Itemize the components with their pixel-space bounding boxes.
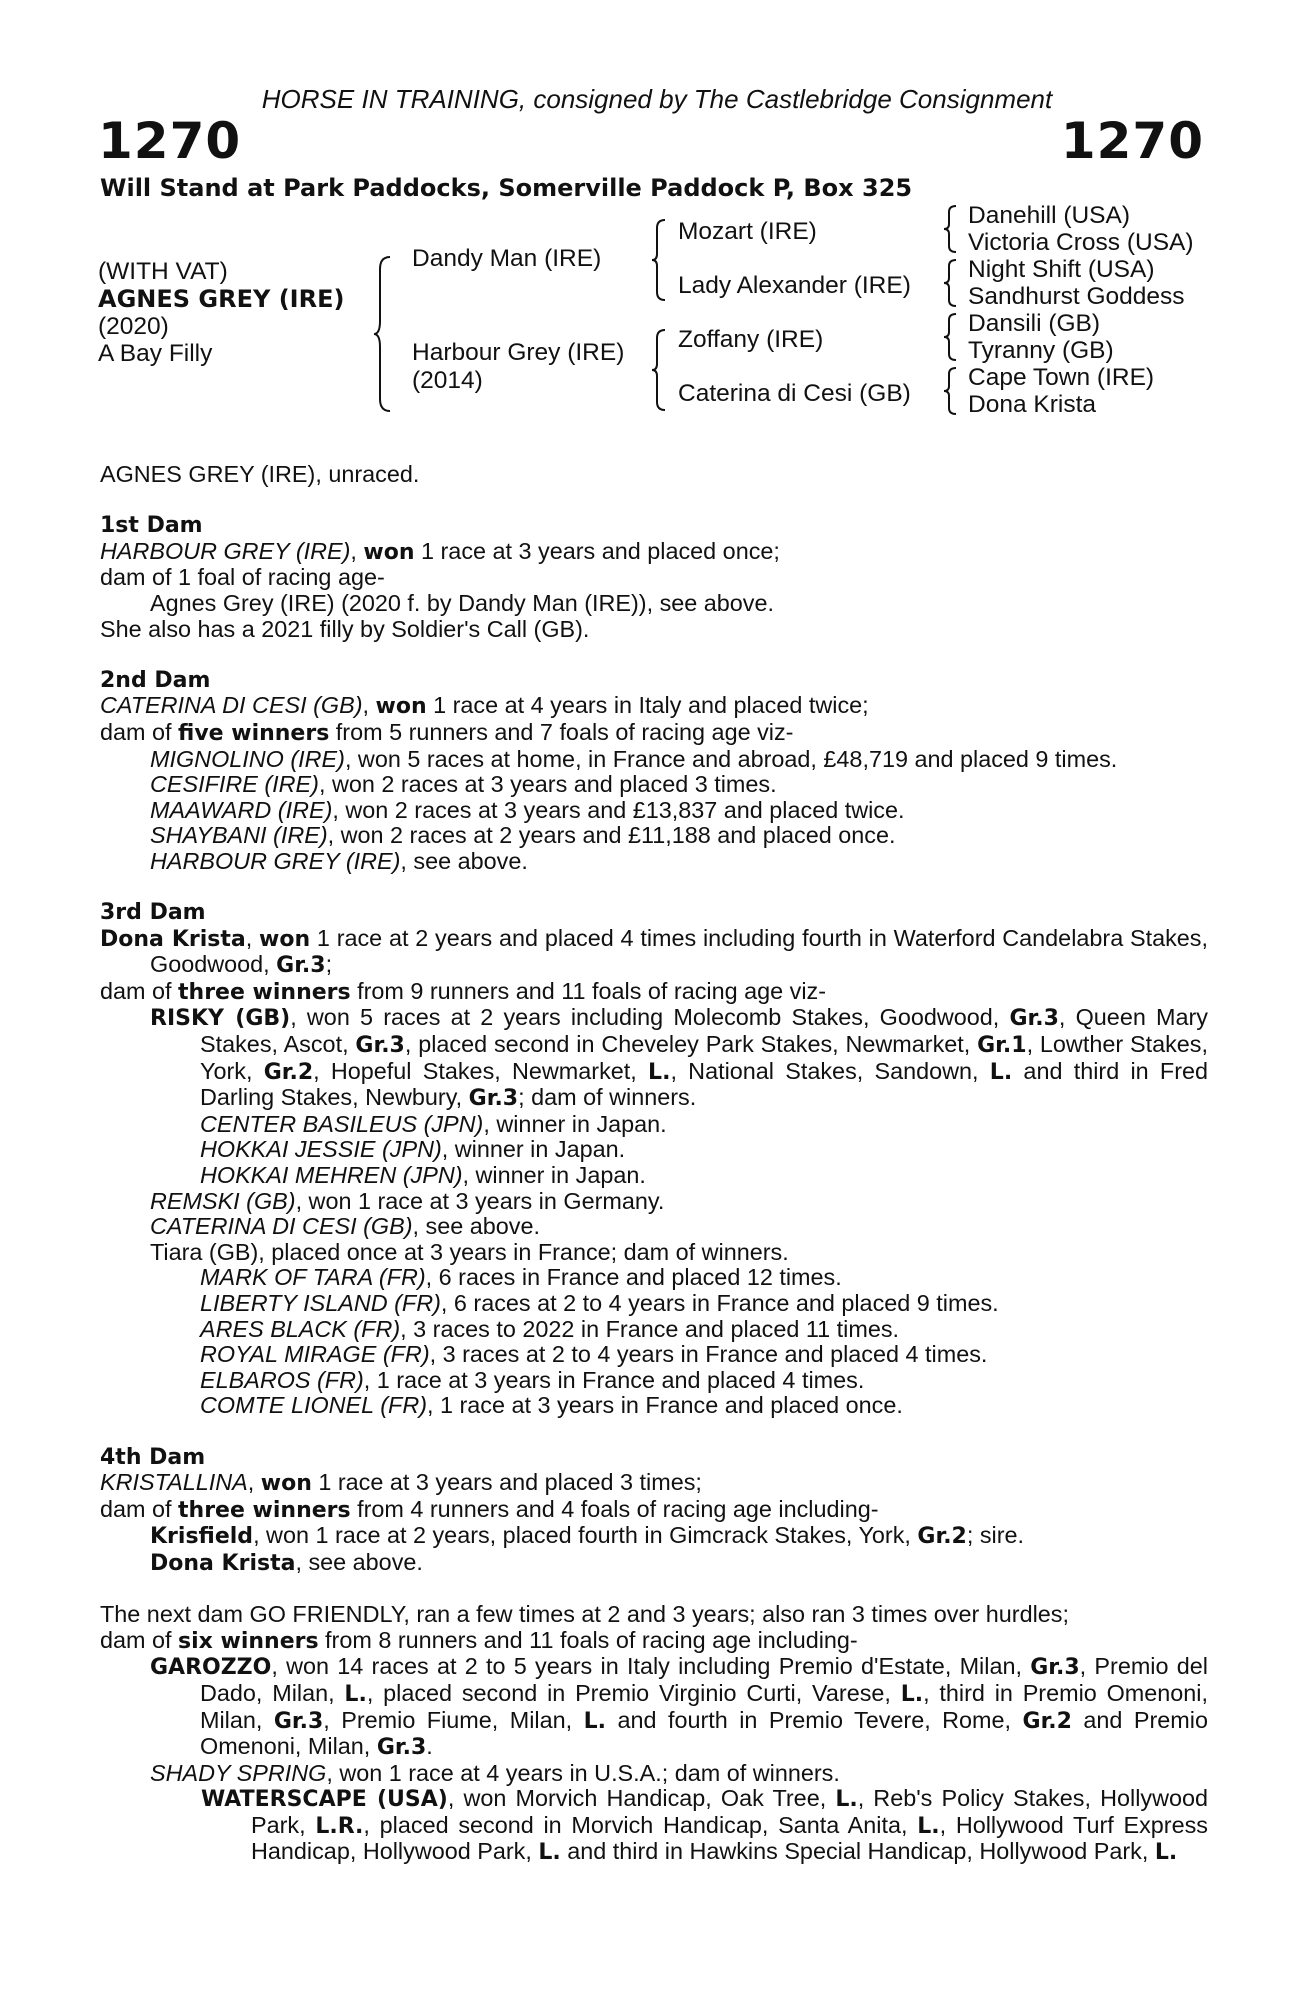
second-dam-line: CATERINA DI CESI (GB), won 1 race at 4 years in Italy and placed twice; <box>100 692 869 720</box>
produce-entry: HOKKAI JESSIE (JPN), winner in Japan. <box>200 1136 626 1163</box>
lot-number-left: 1270 <box>98 112 242 170</box>
page-header: HORSE IN TRAINING, consigned by The Castlebridge Consignment <box>261 84 1053 114</box>
lot-number-right: 1270 <box>1060 112 1204 170</box>
produce-entry: CENTER BASILEUS (JPN), winner in Japan. <box>200 1110 667 1137</box>
ggp-6: Tyranny (GB) <box>968 337 1114 364</box>
vat-note: (WITH VAT) <box>98 258 228 285</box>
first-dam-line: HARBOUR GREY (IRE), won 1 race at 3 years and placed once; <box>100 537 780 565</box>
horse-year: (2020) <box>98 313 169 340</box>
produce-entry: LIBERTY ISLAND (FR), 6 races at 2 to 4 years in France and placed 9 times. <box>200 1290 999 1316</box>
second-dam-heading: 2nd Dam <box>100 667 211 693</box>
produce-entry-risky: RISKY (GB), won 5 races at 2 years including Molecomb Stakes, Goodwood, Gr.3, Queen Mary Stakes, Ascot, Gr.3, placed second in Cheveley Park Stakes, Newmarket, Gr.1, Lowther Stakes, York, Gr.2, Hopeful Stakes, Newmarket, L., National Stakes, Sandown, L. and third in Fred Darling Stakes, Newbury, Gr.3; dam of winners. <box>150 1004 1209 1112</box>
produce-entry: Krisfield, won 1 race at 2 years, placed fourth in Gimcrack Stakes, York, Gr.2; sire. <box>150 1522 1025 1550</box>
produce-entry-garozzo: GAROZZO, won 14 races at 2 to 5 years in Italy including Premio d'Estate, Milan, Gr.3, Premio del Dado, Milan, L., placed second in Premio Virginio Curti, Varese, L., third in Premio Omenoni, Milan, Gr.3, Premio Fiume, Milan, L. and fourth in Premio Tevere, Rome, Gr.2 and Premio Omenoni, Milan, Gr.3. <box>150 1653 1208 1761</box>
dam: Harbour Grey (IRE) <box>412 339 625 366</box>
produce-entry: MARK OF TARA (FR), 6 races in France and placed 12 times. <box>200 1264 842 1291</box>
brace-icon <box>942 204 958 254</box>
brace-icon <box>942 258 958 308</box>
first-dam-foals: dam of 1 foal of racing age- <box>100 564 385 591</box>
brace-icon <box>942 366 958 416</box>
sire: Dandy Man (IRE) <box>412 245 602 272</box>
dam-sire: Zoffany (IRE) <box>678 326 824 353</box>
produce-entry: ELBAROS (FR), 1 race at 3 years in France and placed 4 times. <box>200 1366 865 1393</box>
produce-entry: ROYAL MIRAGE (FR), 3 races at 2 to 4 years in France and placed 4 times. <box>200 1341 988 1368</box>
next-dam-line: The next dam GO FRIENDLY, ran a few times at 2 and 3 years; also ran 3 times over hurdles; <box>100 1601 1069 1628</box>
third-dam-heading: 3rd Dam <box>100 900 206 926</box>
horse-name: AGNES GREY (IRE) <box>98 285 345 313</box>
produce-entry-waterscape: WATERSCAPE (USA), won Morvich Handicap, Oak Tree, L., Reb's Policy Stakes, Hollywood Park, L.R., placed second in Morvich Handicap, Santa Anita, L., Hollywood Turf Express Handicap, Hollywood Park, L. and third in Hawkins Special Handicap, Hollywood Park, L. <box>201 1785 1209 1866</box>
third-dam-line: Dona Krista, won 1 race at 2 years and placed 4 times including fourth in Waterford Candelabra Stakes, Goodwood, Gr.3; <box>100 924 1208 979</box>
fourth-dam-heading: 4th Dam <box>100 1444 206 1470</box>
ggp-3: Night Shift (USA) <box>968 256 1155 283</box>
ggp-7: Cape Town (IRE) <box>968 364 1155 391</box>
brace-icon <box>650 328 668 412</box>
ggp-4: Sandhurst Goddess <box>968 283 1185 310</box>
produce-entry: ARES BLACK (FR), 3 races to 2022 in France and placed 11 times. <box>200 1315 900 1342</box>
produce-entry: MAAWARD (IRE), won 2 races at 3 years and £13,837 and placed twice. <box>150 796 905 823</box>
fourth-dam-foals: dam of three winners from 4 runners and 4 foals of racing age including- <box>100 1495 879 1523</box>
produce-entry: HARBOUR GREY (IRE), see above. <box>150 847 528 874</box>
ggp-2: Victoria Cross (USA) <box>968 229 1194 256</box>
first-dam-note: She also has a 2021 filly by Soldier's Call (GB). <box>100 615 590 642</box>
dam-year: (2014) <box>412 367 483 394</box>
ggp-1: Danehill (USA) <box>968 202 1131 229</box>
unraced-line: AGNES GREY (IRE), unraced. <box>100 461 420 487</box>
produce-entry: Agnes Grey (IRE) (2020 f. by Dandy Man (IRE)), see above. <box>150 589 775 616</box>
produce-entry: REMSKI (GB), won 1 race at 3 years in Germany. <box>150 1187 665 1214</box>
produce-entry: CATERINA DI CESI (GB), see above. <box>150 1213 540 1240</box>
second-dam-foals: dam of five winners from 5 runners and 7 foals of racing age viz- <box>100 718 794 746</box>
next-dam-foals: dam of six winners from 8 runners and 11 foals of racing age including- <box>100 1626 858 1654</box>
produce-entry: CESIFIRE (IRE), won 2 races at 3 years and placed 3 times. <box>150 771 777 798</box>
sire-sire: Mozart (IRE) <box>678 218 817 245</box>
produce-record <box>100 462 1208 1866</box>
dam-dam: Caterina di Cesi (GB) <box>678 380 911 407</box>
produce-entry: MIGNOLINO (IRE), won 5 races at home, in France and abroad, £48,719 and placed 9 times. <box>150 745 1118 772</box>
stand-location: Will Stand at Park Paddocks, Somerville Paddock P, Box 325 <box>100 174 913 202</box>
produce-entry: HOKKAI MEHREN (JPN), winner in Japan. <box>200 1162 646 1189</box>
produce-entry: COMTE LIONEL (FR), 1 race at 3 years in France and placed once. <box>200 1392 903 1419</box>
produce-entry: SHAYBANI (IRE), won 2 races at 2 years and £11,188 and placed once. <box>150 822 896 849</box>
fourth-dam-line: KRISTALLINA, won 1 race at 3 years and placed 3 times; <box>100 1469 702 1497</box>
brace-icon <box>650 218 668 302</box>
first-dam-heading: 1st Dam <box>100 513 203 539</box>
horse-description: A Bay Filly <box>98 340 213 367</box>
ggp-8: Dona Krista <box>968 391 1097 418</box>
produce-entry: SHADY SPRING, won 1 race at 4 years in U.S.A.; dam of winners. <box>150 1759 840 1786</box>
brace-icon <box>942 312 958 362</box>
sire-dam: Lady Alexander (IRE) <box>678 272 911 299</box>
brace-icon <box>372 255 394 413</box>
produce-entry: Tiara (GB), placed once at 3 years in France; dam of winners. <box>150 1238 789 1265</box>
third-dam-foals: dam of three winners from 9 runners and 11 foals of racing age viz- <box>100 977 827 1005</box>
ggp-5: Dansili (GB) <box>968 310 1101 337</box>
produce-entry: Dona Krista, see above. <box>150 1548 423 1576</box>
